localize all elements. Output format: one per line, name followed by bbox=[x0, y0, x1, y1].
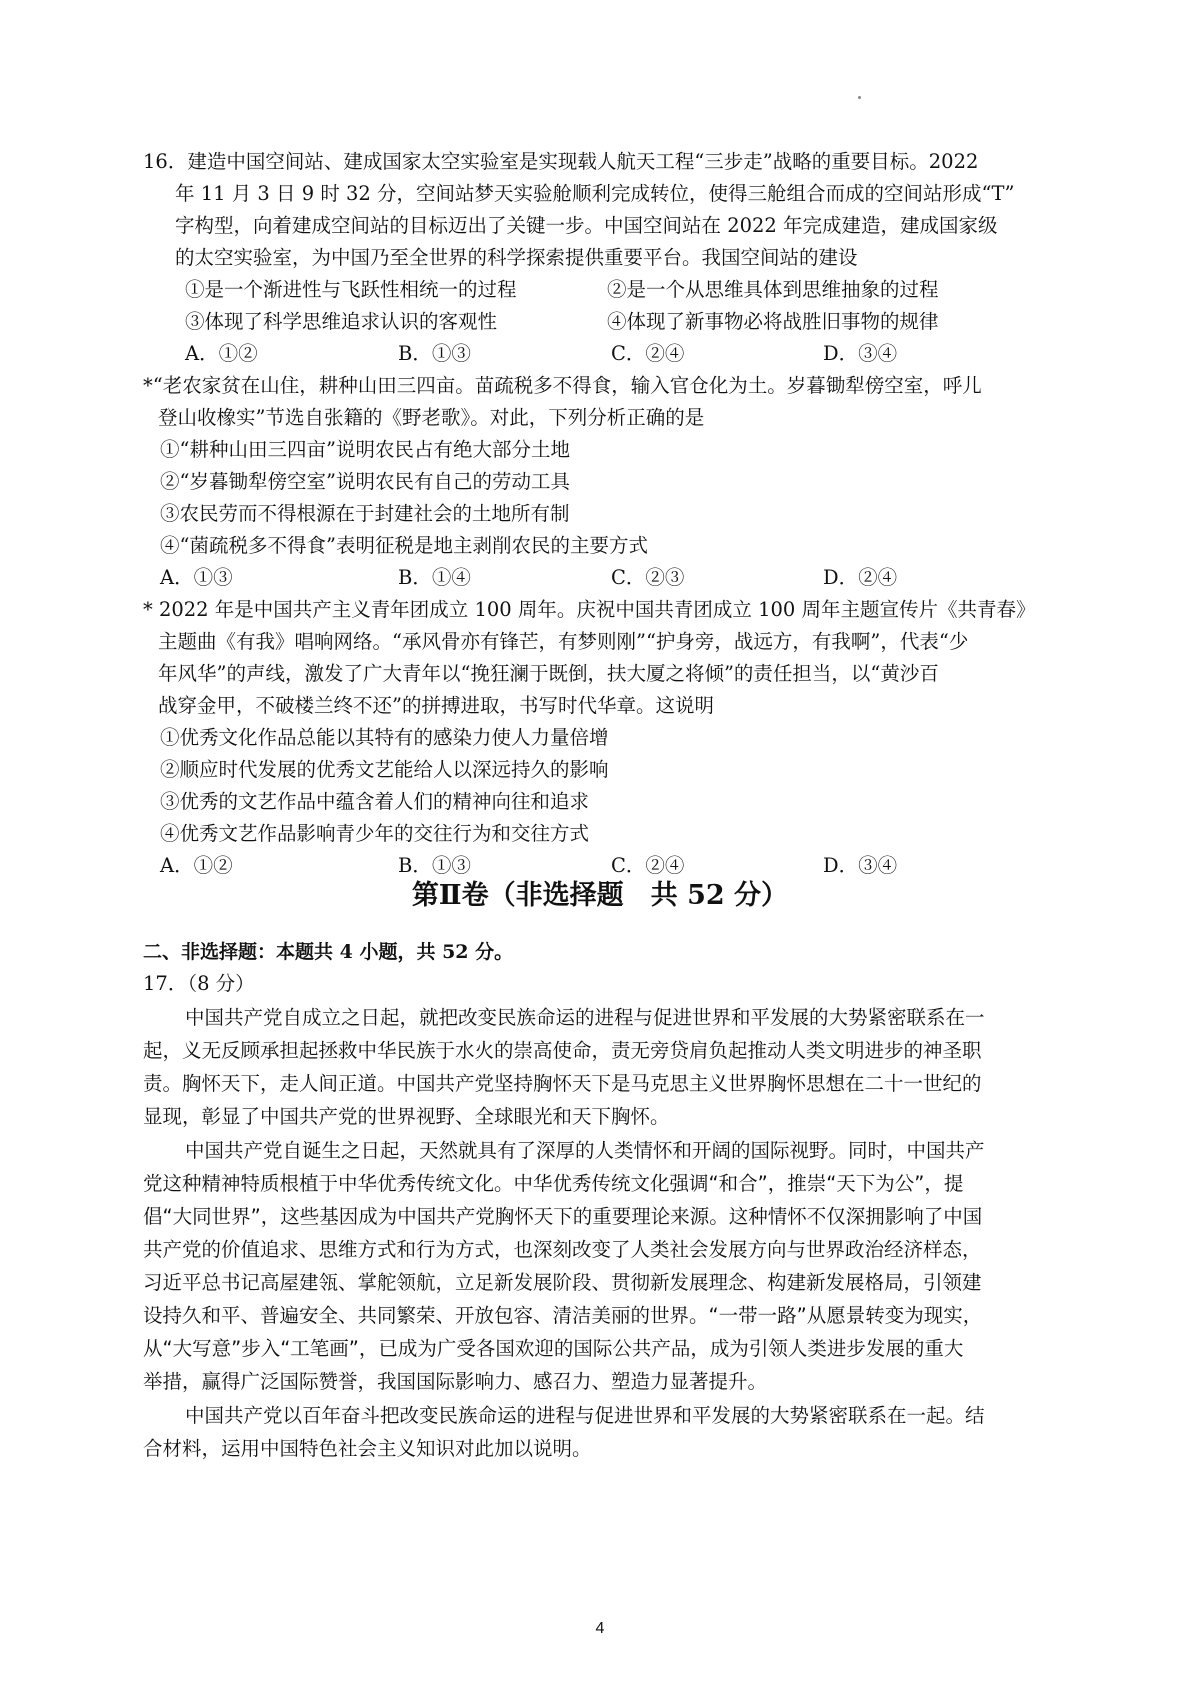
q17-p1-line: 显现，彰显了中国共产党的世界视野、全球眼光和天下胸怀。 bbox=[143, 1105, 670, 1128]
poem-choice-d: D．②④ bbox=[823, 566, 898, 589]
poem-statement-2: ②“岁暮锄犁傍空室”说明农民有自己的劳动工具 bbox=[160, 470, 570, 493]
q16-line-2: 年 11 月 3 日 9 时 32 分，空间站梦天实验舱顺利完成转位，使得三舱组合而成的空间站形成“T” bbox=[175, 182, 1015, 205]
poem-choice-a: A．①③ bbox=[160, 566, 233, 589]
youth-statement-2: ②顺应时代发展的优秀文艺能给人以深远持久的影响 bbox=[160, 758, 609, 781]
youth-line-1: * 2022 年是中国共产主义青年团成立 100 周年。庆祝中国共青团成立 100 周年主题宣传片《共青春》 bbox=[143, 598, 1036, 621]
q16-line-1: 16．建造中国空间站、建成国家太空实验室是实现载人航天工程“三步走”战略的重要目标。2022 bbox=[143, 150, 979, 173]
q17-p2-line: 党这种精神特质根植于中华优秀传统文化。中华优秀传统文化强调“和合”，推崇“天下为公”，提 bbox=[143, 1172, 964, 1195]
youth-statement-1: ①优秀文化作品总能以其特有的感染力使人力量倍增 bbox=[160, 726, 609, 749]
poem-statement-3: ③农民劳而不得根源在于封建社会的土地所有制 bbox=[160, 502, 570, 525]
q16-choice-b: B．①③ bbox=[398, 342, 471, 365]
q16-statement-2: ②是一个从思维具体到思维抽象的过程 bbox=[607, 278, 939, 301]
q16-statement-1: ①是一个渐进性与飞跃性相统一的过程 bbox=[185, 278, 517, 301]
poem-statement-4: ④“菌疏税多不得食”表明征税是地主剥削农民的主要方式 bbox=[160, 534, 648, 557]
q17-p2-line: 倡“大同世界”，这些基因成为中国共产党胸怀天下的重要理论来源。这种情怀不仅深拥影响了中国 bbox=[143, 1205, 983, 1228]
youth-choice-d: D．③④ bbox=[823, 854, 898, 877]
youth-choice-a: A．①② bbox=[160, 854, 233, 877]
q16-line-3: 字构型，向着建成空间站的目标迈出了关键一步。中国空间站在 2022 年完成建造，建成国家级 bbox=[175, 214, 998, 237]
youth-line-2: 主题曲《有我》唱响网络。“承风骨亦有锋芒，有梦则刚”“护身旁，战远方，有我啊”，代表“少 bbox=[158, 630, 969, 653]
youth-choice-b: B．①③ bbox=[398, 854, 471, 877]
poem-line-1: *“老农家贫在山住，耕种山田三四亩。苗疏税多不得食，输入官仓化为土。岁暮锄犁傍空室，呼儿 bbox=[143, 374, 982, 397]
youth-statement-3: ③优秀的文艺作品中蕴含着人们的精神向往和追求 bbox=[160, 790, 590, 813]
part-2-title: 第Ⅱ卷（非选择题 共 52 分） bbox=[411, 880, 789, 911]
poem-statement-1: ①“耕种山田三四亩”说明农民占有绝大部分土地 bbox=[160, 438, 570, 461]
poem-line-2: 登山收橡实”节选自张籍的《野老歌》。对此，下列分析正确的是 bbox=[158, 406, 705, 429]
q17-p2-line: 共产党的价值追求、思维方式和行为方式，也深刻改变了人类社会发展方向与世界政治经济样态， bbox=[143, 1238, 982, 1261]
q17-p2-line: 习近平总书记高屋建瓴、掌舵领航，立足新发展阶段、贯彻新发展理念、构建新发展格局，引领建 bbox=[143, 1271, 982, 1294]
q17-p2-line: 设持久和平、普遍安全、共同繁荣、开放包容、清洁美丽的世界。“一带一路”从愿景转变为现实， bbox=[143, 1304, 983, 1327]
youth-line-4: 战穿金甲，不破楼兰终不还”的拼搏进取，书写时代华章。这说明 bbox=[158, 694, 714, 717]
q17-p3-line: 合材料，运用中国特色社会主义知识对此加以说明。 bbox=[143, 1437, 592, 1460]
q17-p1-line: 起，义无反顾承担起拯救中华民族于水火的崇高使命，责无旁贷肩负起推动人类文明进步的神圣职 bbox=[143, 1039, 982, 1062]
q16-line-4: 的太空实验室，为中国乃至全世界的科学探索提供重要平台。我国空间站的建设 bbox=[175, 246, 858, 269]
q16-statement-3: ③体现了科学思维追求认识的客观性 bbox=[185, 310, 498, 333]
page-number: 4 bbox=[595, 1620, 605, 1637]
q16-choice-d: D．③④ bbox=[823, 342, 898, 365]
youth-choice-c: C．②④ bbox=[611, 854, 685, 877]
q16-choice-a: A．①② bbox=[185, 342, 258, 365]
q17-p1-line: 中国共产党自成立之日起，就把改变民族命运的进程与促进世界和平发展的大势紧密联系在一 bbox=[185, 1006, 985, 1029]
q17-p3-line: 中国共产党以百年奋斗把改变民族命运的进程与促进世界和平发展的大势紧密联系在一起。结 bbox=[185, 1404, 985, 1427]
poem-choice-b: B．①④ bbox=[398, 566, 471, 589]
q16-statement-4: ④体现了新事物必将战胜旧事物的规律 bbox=[607, 310, 939, 333]
scan-mark bbox=[858, 96, 861, 99]
poem-choice-c: C．②③ bbox=[611, 566, 685, 589]
q17-header: 17．（8 分） bbox=[143, 972, 255, 995]
q17-p2-line: 从“大写意”步入“工笔画”，已成为广受各国欢迎的国际公共产品，成为引领人类进步发展的重大 bbox=[143, 1337, 964, 1360]
q17-p1-line: 责。胸怀天下，走人间正道。中国共产党坚持胸怀天下是马克思主义世界胸怀思想在二十一世纪的 bbox=[143, 1072, 982, 1095]
q16-choice-c: C．②④ bbox=[611, 342, 685, 365]
section-heading: 二、非选择题：本题共 4 小题，共 52 分。 bbox=[143, 941, 514, 963]
youth-line-3: 年风华”的声线，激发了广大青年以“挽狂澜于既倒，扶大厦之将倾”的责任担当，以“黄沙百 bbox=[158, 662, 939, 685]
youth-statement-4: ④优秀文艺作品影响青少年的交往行为和交往方式 bbox=[160, 822, 590, 845]
q17-p2-line: 中国共产党自诞生之日起，天然就具有了深厚的人类情怀和开阔的国际视野。同时，中国共产 bbox=[185, 1139, 985, 1162]
q17-p2-line: 举措，赢得广泛国际赞誉，我国国际影响力、感召力、塑造力显著提升。 bbox=[143, 1370, 768, 1393]
